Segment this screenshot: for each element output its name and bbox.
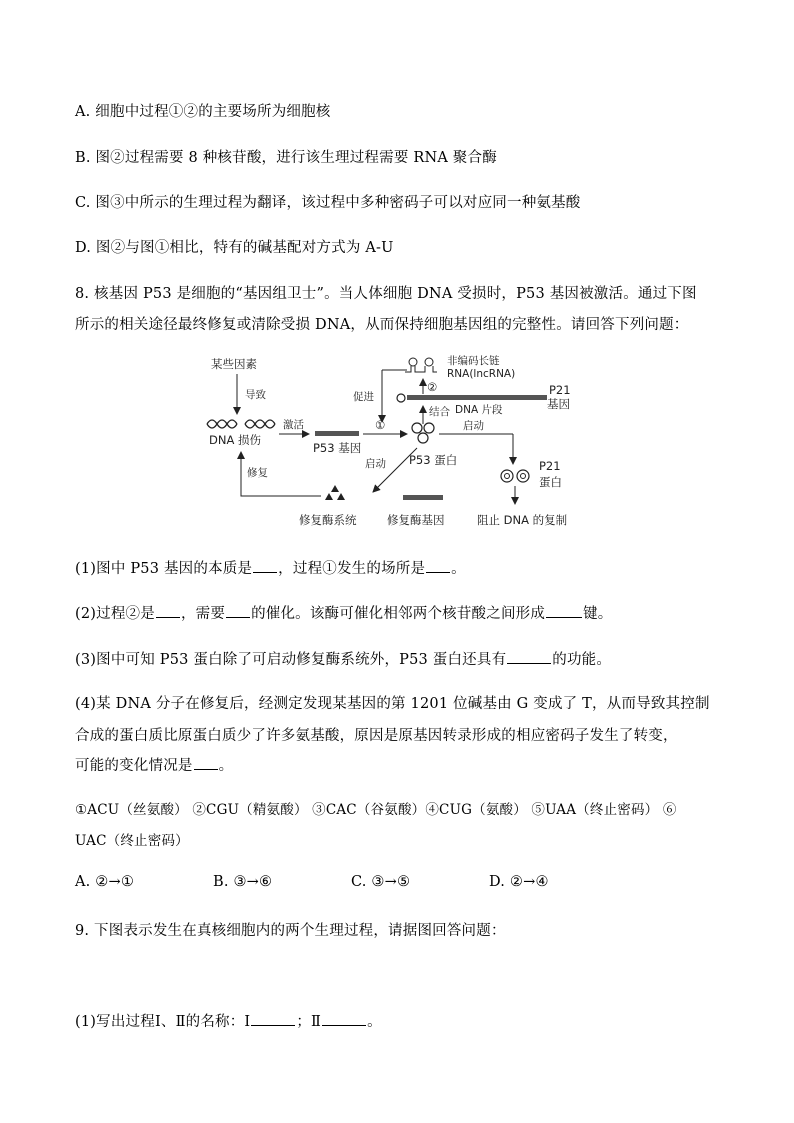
q8-sub2-text-a: (2)过程②是: [75, 606, 155, 622]
q9-sub1-text-c: 。: [367, 1014, 382, 1030]
q8-sub3-text-b: 的功能。: [552, 652, 612, 668]
q8-sub1-text-b: ，过程①发生的场所是: [278, 561, 426, 577]
q8-sub2-text-c: 的催化。该酶可催化相邻两个核苷酸之间形成: [251, 606, 546, 622]
q9-sub1-text-a: (1)写出过程Ⅰ、Ⅱ的名称：Ⅰ: [75, 1014, 251, 1030]
q8-sub3-text-a: (3)图中可知 P53 蛋白除了可启动修复酶系统外，P53 蛋白还具有: [75, 652, 507, 668]
q8-sub4-line3: [75, 754, 233, 775]
label-repair-enzyme-system: 修复酶系统: [299, 513, 357, 527]
label-p53-protein: P53 蛋白: [409, 453, 458, 467]
q8-sub1-text-a: (1)图中 P53 基因的本质是: [75, 561, 253, 577]
p21-gene-bar: [407, 395, 547, 400]
q8-sub4-line1: (4)某 DNA 分子在修复后，经测定发现某基因的第 1201 位碱基由 G 变成了 T，从而导致其控制: [75, 696, 710, 712]
label-p21-gene-line1: P21: [549, 383, 571, 397]
choice-c[interactable]: C. ③→⑤: [351, 874, 411, 890]
answer-blank[interactable]: [194, 768, 218, 770]
p53-protein-icon: [412, 423, 434, 443]
label-start2: 启动: [365, 458, 386, 470]
q8-sub4-text-a: 可能的变化情况是: [75, 758, 193, 774]
choice-d[interactable]: D. ②→④: [489, 874, 549, 890]
p53-pathway-diagram: [195, 352, 605, 537]
label-p21-gene-line2: 基因: [547, 397, 570, 411]
answer-blank[interactable]: [322, 1024, 366, 1026]
q8-sub4-text-b: 。: [218, 758, 234, 774]
q9-sub1-text-b: ；Ⅱ: [296, 1014, 322, 1030]
q8-sub1: [75, 557, 466, 578]
label-dna-fragment: DNA 片段: [455, 404, 503, 416]
label-repair-enzyme-gene: 修复酶基因: [387, 513, 445, 527]
p53-gene-bar: [315, 431, 359, 436]
label-dna-damage: DNA 损伤: [209, 433, 261, 447]
answer-blank[interactable]: [546, 616, 582, 618]
label-block-replication: 阻止 DNA 的复制: [477, 513, 568, 527]
answer-blank[interactable]: [251, 1024, 295, 1026]
label-promote: 促进: [353, 391, 374, 403]
label-p53-gene: P53 基因: [313, 441, 362, 455]
label-cause: 导致: [245, 389, 266, 401]
q8-sub2: [75, 602, 612, 623]
q7-option-c: C. 图③中所示的生理过程为翻译，该过程中多种密码子可以对应同一种氨基酸: [75, 195, 581, 211]
lncrna-icon: [405, 358, 437, 372]
q8-stem-line2: 所示的相关途径最终修复或清除受损 DNA，从而保持细胞基因组的完整性。请回答下列问题：: [75, 317, 689, 333]
q7-option-b: B. 图②过程需要 8 种核苷酸，进行该生理过程需要 RNA 聚合酶: [75, 150, 497, 166]
p21-protein-icon: [501, 470, 529, 482]
answer-blank[interactable]: [507, 662, 551, 664]
q9-sub1: [75, 1010, 382, 1031]
label-p21-protein-line2: 蛋白: [539, 475, 562, 489]
q9-stem: 9. 下图表示发生在真核细胞内的两个生理过程，请据图回答问题：: [75, 923, 506, 939]
q7-option-a: A. 细胞中过程①②的主要场所为细胞核: [75, 104, 331, 120]
answer-blank[interactable]: [253, 571, 277, 573]
q8-stem-line1: 8. 核基因 P53 是细胞的“基因组卫士”。当人体细胞 DNA 受损时，P53 基因被激活。通过下图: [75, 286, 697, 302]
codon-list-line1: ①ACU（丝氨酸） ②CGU（精氨酸） ③CAC（谷氨酸）④CUG（氨酸） ⑤UAA（终止密码） ⑥: [75, 802, 677, 818]
repair-enzyme-icon: [325, 485, 345, 500]
label-lncrna-line1: 非编码长链: [447, 355, 500, 367]
label-activate: 激活: [283, 419, 304, 431]
damaged-dna-icon: [207, 420, 275, 428]
q8-sub4-line2: 合成的蛋白质比原蛋白质少了许多氨基酸，原因是原基因转录形成的相应密码子发生了转变，: [75, 728, 678, 744]
q8-sub2-text-d: 键。: [583, 606, 613, 622]
label-start1: 启动: [463, 420, 484, 432]
choice-a[interactable]: A. ②→①: [75, 874, 135, 890]
label-lncrna-line2: RNA(lncRNA): [447, 368, 516, 380]
q8-sub3: [75, 648, 611, 669]
choice-b[interactable]: B. ③→⑥: [213, 874, 273, 890]
codon-list-line2: UAC（终止密码）: [75, 833, 189, 849]
q8-sub2-text-b: ，需要: [180, 606, 226, 622]
label-repair: 修复: [247, 467, 268, 479]
answer-blank[interactable]: [226, 616, 250, 618]
q8-choices: [75, 874, 549, 890]
q7-option-d: D. 图②与图①相比，特有的碱基配对方式为 A-U: [75, 240, 394, 256]
label-step2: ②: [427, 380, 438, 394]
label-step1: ①: [375, 418, 386, 432]
answer-blank[interactable]: [156, 616, 180, 618]
label-bind: 结合: [429, 406, 450, 418]
repair-enzyme-gene-bar: [403, 495, 443, 500]
label-some-factors: 某些因素: [211, 357, 257, 371]
answer-blank[interactable]: [426, 571, 450, 573]
q8-sub1-text-c: 。: [451, 561, 466, 577]
label-p21-protein-line1: P21: [539, 459, 561, 473]
